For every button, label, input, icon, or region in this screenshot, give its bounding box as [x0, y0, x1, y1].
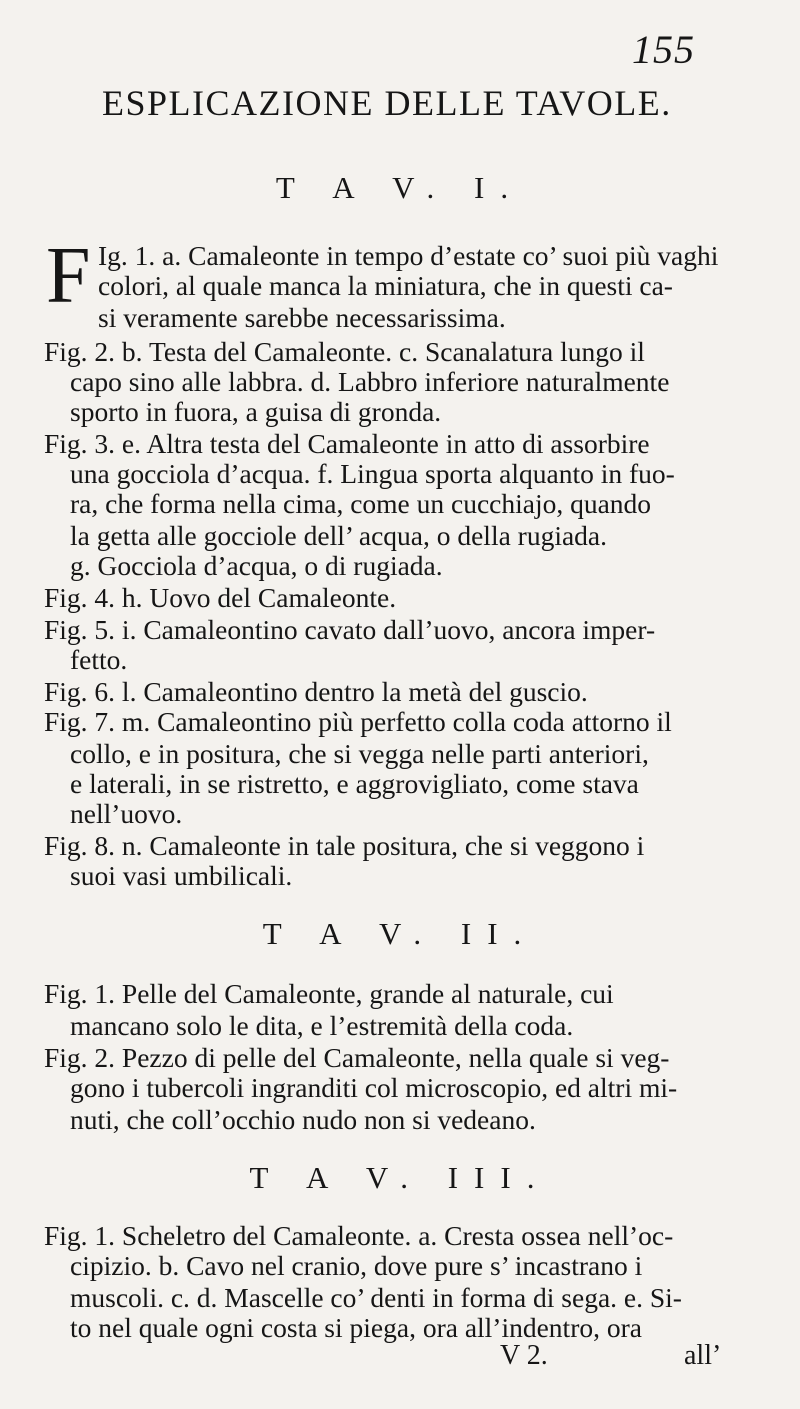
text-line: la getta alle gocciole dell’ acqua, o della rugiada. — [70, 520, 608, 551]
text-line: g. Gocciola d’acqua, o di rugiada. — [70, 550, 443, 581]
drop-cap: F — [46, 232, 91, 320]
text-line: fetto. — [70, 644, 128, 675]
text-line: Fig. 2. Pezzo di pelle del Camaleonte, nella quale si veg- — [44, 1042, 670, 1073]
text-line: to nel quale ogni costa si piega, ora all’indentro, ora — [70, 1312, 642, 1343]
text-line: nuti, che coll’occhio nudo non si vedeano. — [70, 1104, 536, 1135]
text-line: una gocciola d’acqua. f. Lingua sporta alquanto in fuo- — [70, 458, 675, 489]
text-line: collo, e in positura, che si vegga nelle parti anteriori, — [70, 738, 649, 769]
text-line: gono i tubercoli ingranditi col microscopio, ed altri mi- — [70, 1072, 678, 1103]
section-heading-tav-3: T A V. III. — [249, 1160, 551, 1195]
text-line: colori, al quale manca la miniatura, che in questi ca- — [98, 270, 673, 301]
section-heading-tav-1: T A V. I. — [275, 170, 525, 205]
text-line: mancano solo le dita, e l’estremità della coda. — [70, 1010, 574, 1041]
text-line: Fig. 1. Pelle del Camaleonte, grande al naturale, cui — [44, 978, 614, 1009]
text-line: Fig. 5. i. Camaleontino cavato dall’uovo, ancora imper- — [44, 614, 656, 645]
text-line: Fig. 2. b. Testa del Camaleonte. c. Scanalatura lungo il — [44, 336, 645, 367]
section-heading-tav-2: T A V. II. — [262, 916, 538, 951]
text-line: nell’uovo. — [70, 798, 183, 829]
text-line: Fig. 1. Scheletro del Camaleonte. a. Cresta ossea nell’oc- — [44, 1220, 674, 1251]
page-number: 155 — [632, 27, 695, 72]
text-line: muscoli. c. d. Mascelle co’ denti in forma di sega. e. Si- — [70, 1282, 682, 1313]
catchword: all’ — [684, 1340, 722, 1371]
text-line: Ig. 1. a. Camaleonte in tempo d’estate co’ suoi più vaghi — [98, 240, 719, 271]
text-line: ra, che forma nella cima, come un cucchiajo, quando — [70, 488, 652, 519]
text-line: si veramente sarebbe necessarissima. — [98, 302, 506, 333]
text-line: e laterali, in se ristretto, e aggrovigliato, come stava — [70, 768, 639, 799]
text-line: Fig. 4. h. Uovo del Camaleonte. — [44, 582, 397, 613]
signature-mark: V 2. — [500, 1340, 548, 1371]
page-title: ESPLICAZIONE DELLE TAVOLE. — [102, 83, 672, 123]
text-line: Fig. 6. l. Camaleontino dentro la metà del guscio. — [44, 676, 588, 707]
text-line: suoi vasi umbilicali. — [70, 860, 293, 891]
text-line: Fig. 7. m. Camaleontino più perfetto colla coda attorno il — [44, 706, 672, 737]
text-line: cipizio. b. Cavo nel cranio, dove pure s’ incastrano i — [70, 1250, 643, 1281]
text-line: Fig. 3. e. Altra testa del Camaleonte in atto di assorbire — [44, 428, 650, 459]
text-line: sporto in fuora, a guisa di gronda. — [70, 396, 442, 427]
text-line: Fig. 8. n. Camaleonte in tale positura, che si veggono i — [44, 830, 645, 861]
text-line: capo sino alle labbra. d. Labbro inferiore naturalmente — [70, 366, 670, 397]
